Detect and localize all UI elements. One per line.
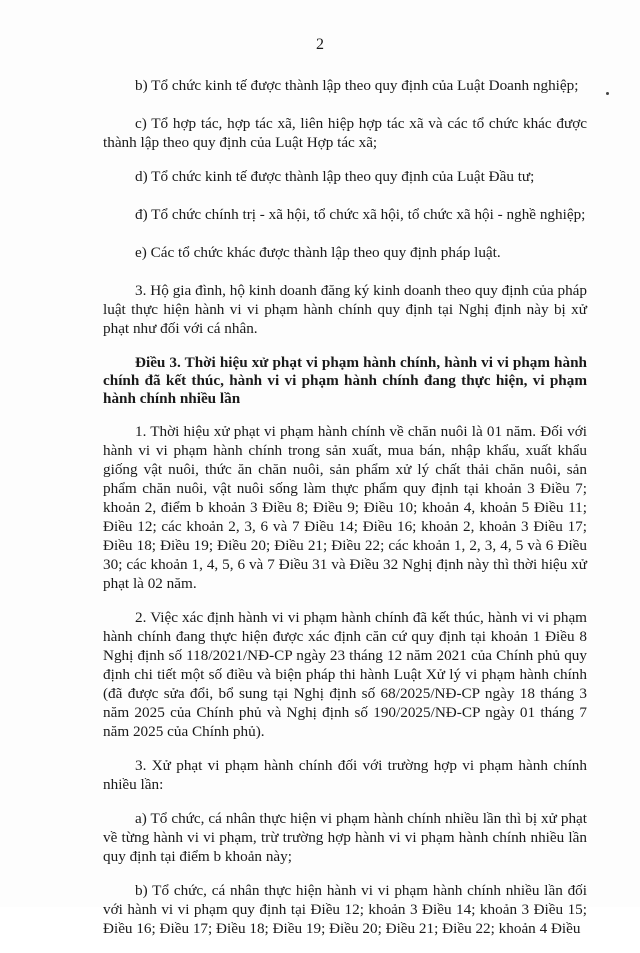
clause-dd: đ) Tổ chức chính trị - xã hội, tổ chức xã hội, tổ chức xã hội - nghề nghiệp; — [135, 206, 586, 223]
article-3-point-a: a) Tổ chức, cá nhân thực hiện vi phạm hành chính nhiều lần thì bị xử phạt về từng hành vi vi phạm, trừ trường hợp hành vi vi phạm hành chính nhiều lần quy định tại điểm b khoản này; — [103, 810, 587, 865]
page-number: 2 — [316, 36, 324, 53]
clause-d: d) Tổ chức kinh tế được thành lập theo quy định của Luật Đầu tư; — [135, 168, 535, 185]
article-3-paragraph-2: 2. Việc xác định hành vi vi phạm hành chính đã kết thúc, hành vi vi phạm hành chính đang thực hiện được xác định căn cứ quy định tại khoản 1 Điều 8 Nghị định số 118/2021/NĐ-CP ngày 23 tháng 12 năm 2021 của Chính phủ quy định chi tiết một số điều và biện pháp thi hành Luật Xử lý vi phạm hành chính (đã được sửa đổi, bổ sung tại Nghị định số 68/2025/NĐ-CP ngày 18 tháng 3 năm 2025 của Chính phủ và Nghị định số 190/2025/NĐ-CP ngày 01 tháng 7 năm 2025 của Chính phủ). — [103, 609, 587, 740]
article-3-paragraph-3: 3. Xử phạt vi phạm hành chính đối với trường hợp vi phạm hành chính nhiều lần: — [103, 757, 587, 793]
clause-c: c) Tổ hợp tác, hợp tác xã, liên hiệp hợp tác xã và các tổ chức khác được thành lập theo quy định của Luật Hợp tác xã; — [103, 115, 587, 151]
article-3-point-b: b) Tổ chức, cá nhân thực hiện hành vi vi phạm hành chính nhiều lần đối với hành vi vi phạm quy định tại Điều 12; khoản 3 Điều 14; khoản 3 Điều 15; Điều 16; Điều 17; Điều 18; Điều 19; Điều 20; Điều 21; Điều 22; khoản 4 Điều — [103, 882, 587, 937]
article-3-paragraph-1: 1. Thời hiệu xử phạt vi phạm hành chính về chăn nuôi là 01 năm. Đối với hành vi vi phạm hành chính trong sản xuất, mua bán, nhập khẩu, xuất khẩu giống vật nuôi, thức ăn chăn nuôi, sản phẩm xử lý chất thải chăn nuôi, sản phẩm chăn nuôi, vật nuôi sống làm thực phẩm quy định tại khoản 3 Điều 7; khoản 2, điểm b khoản 3 Điều 8; Điều 9; Điều 10; khoản 4, khoản 5 Điều 11; Điều 12; các khoản 2, 3, 6 và 7 Điều 14; Điều 16; khoản 2, khoản 3 Điều 17; Điều 18; Điều 19; Điều 20; Điều 21; Điều 22; các khoản 1, 2, 3, 4, 5 và 6 Điều 30; các khoản 1, 4, 5, 6 và 7 Điều 31 và Điều 32 Nghị định này thì thời hiệu xử phạt là 02 năm. — [103, 423, 587, 592]
clause-e: e) Các tổ chức khác được thành lập theo quy định pháp luật. — [135, 244, 501, 261]
margin-mark — [606, 92, 609, 95]
document-body — [103, 76, 587, 953]
article-3-heading: Điều 3. Thời hiệu xử phạt vi phạm hành chính, hành vi vi phạm hành chính đã kết thúc, hành vi vi phạm hành chính đang thực hiện, vi phạm hành chính nhiều lần — [103, 354, 587, 407]
paragraph-3-household: 3. Hộ gia đình, hộ kinh doanh đăng ký kinh doanh theo quy định của pháp luật thực hiện hành vi vi phạm hành chính quy định tại Nghị định này bị xử phạt như đối với cá nhân. — [103, 282, 587, 337]
clause-b: b) Tổ chức kinh tế được thành lập theo quy định của Luật Doanh nghiệp; — [135, 77, 579, 94]
